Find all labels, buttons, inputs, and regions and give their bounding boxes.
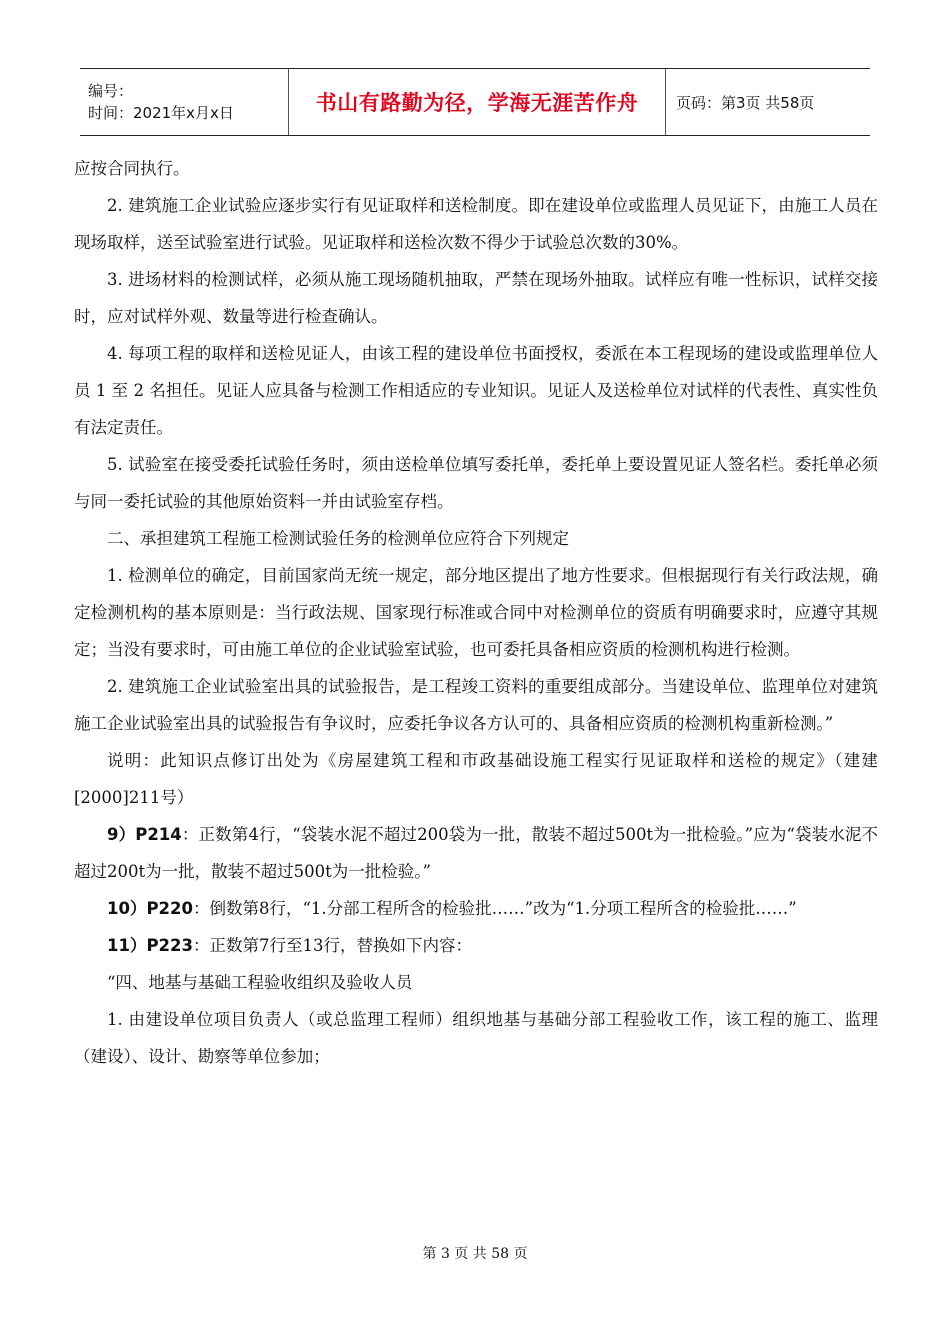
revision-text-11: ：正数第7行至13行，替换如下内容：	[193, 936, 472, 955]
revision-text-9: ：正数第4行，“袋装水泥不超过200袋为一批，散装不超过500t为一批检验。”应为“袋装水泥不超过200t为一批，散装不超过500t为一批检验。”	[74, 825, 878, 881]
revision-ref-9: 9）P214	[107, 825, 182, 844]
paragraph-1: 应按合同执行。	[74, 159, 190, 178]
paragraph-5: 5. 试验室在接受委托试验任务时，须由送检单位填写委托单，委托单上要设置见证人签名栏。委托单必须与同一委托试验的其他原始资料一并由试验室存档。	[74, 455, 878, 511]
paragraph-3: 3. 进场材料的检测试样，必须从施工现场随机抽取，严禁在现场外抽取。试样应有唯一性标识，试样交接时，应对试样外观、数量等进行检查确认。	[74, 270, 878, 326]
header-motto: 书山有路勤为径，学海无涯苦作舟	[315, 91, 639, 115]
paragraph-2: 2. 建筑施工企业试验应逐步实行有见证取样和送检制度。即在建设单位或监理人员见证下，由施工人员在现场取样，送至试验室进行试验。见证取样和送检次数不得少于试验总次数的30%。	[74, 196, 878, 252]
page-header	[80, 68, 870, 136]
paragraph-7: 1. 检测单位的确定，目前国家尚无统一规定，部分地区提出了地方性要求。但根据现行有关行政法规，确定检测机构的基本原则是：当行政法规、国家现行标准或合同中对检测单位的资质有明确要求时，应遵守其规定；当没有要求时，可由施工单位的企业试验室试验，也可委托具备相应资质的检测机构进行检测。	[74, 566, 878, 659]
revision-item-11	[74, 927, 878, 964]
revision-text-10: ：倒数第8行，“1.分部工程所含的检验批……”改为“1.分项工程所含的检验批……”	[193, 899, 797, 918]
document-date: 时间：2021年x月x日	[88, 104, 234, 122]
revision-ref-11: 11）P223	[107, 936, 193, 955]
header-motto-cell	[289, 69, 666, 135]
document-body	[74, 150, 878, 1075]
section-heading-2: 二、承担建筑工程施工检测试验任务的检测单位应符合下列规定	[107, 529, 569, 548]
revision-item-9	[74, 816, 878, 890]
revision-ref-10: 10）P220	[107, 899, 193, 918]
header-page-cell	[666, 69, 814, 135]
revision-item-10	[74, 890, 878, 927]
page-footer: 第 3 页 共 58 页	[422, 1246, 528, 1262]
paragraph-4: 4. 每项工程的取样和送检见证人，由该工程的建设单位书面授权，委派在本工程现场的建设或监理单位人员 1 至 2 名担任。见证人应具备与检测工作相适应的专业知识。见证人及送检单位对试样的代表性、真实性负有法定责任。	[74, 344, 878, 437]
note-paragraph: 说明：此知识点修订出处为《房屋建筑工程和市政基础设施工程实行见证取样和送检的规定》（建建[2000]211号）	[74, 751, 878, 807]
header-page-label: 页码：第3页 共58页	[676, 93, 815, 112]
paragraph-14: 1. 由建设单位项目负责人（或总监理工程师）组织地基与基础分部工程验收工作，该工程的施工、监理（建设）、设计、勘察等单位参加；	[74, 1010, 878, 1066]
header-meta	[80, 69, 289, 135]
paragraph-8: 2. 建筑施工企业试验室出具的试验报告，是工程竣工资料的重要组成部分。当建设单位、监理单位对建筑施工企业试验室出具的试验报告有争议时，应委托争议各方认可的、具备相应资质的检测机构重新检测。”	[74, 677, 878, 733]
document-number-label: 编号：	[88, 82, 134, 100]
section-heading-4: “四、地基与基础工程验收组织及验收人员	[107, 973, 413, 992]
